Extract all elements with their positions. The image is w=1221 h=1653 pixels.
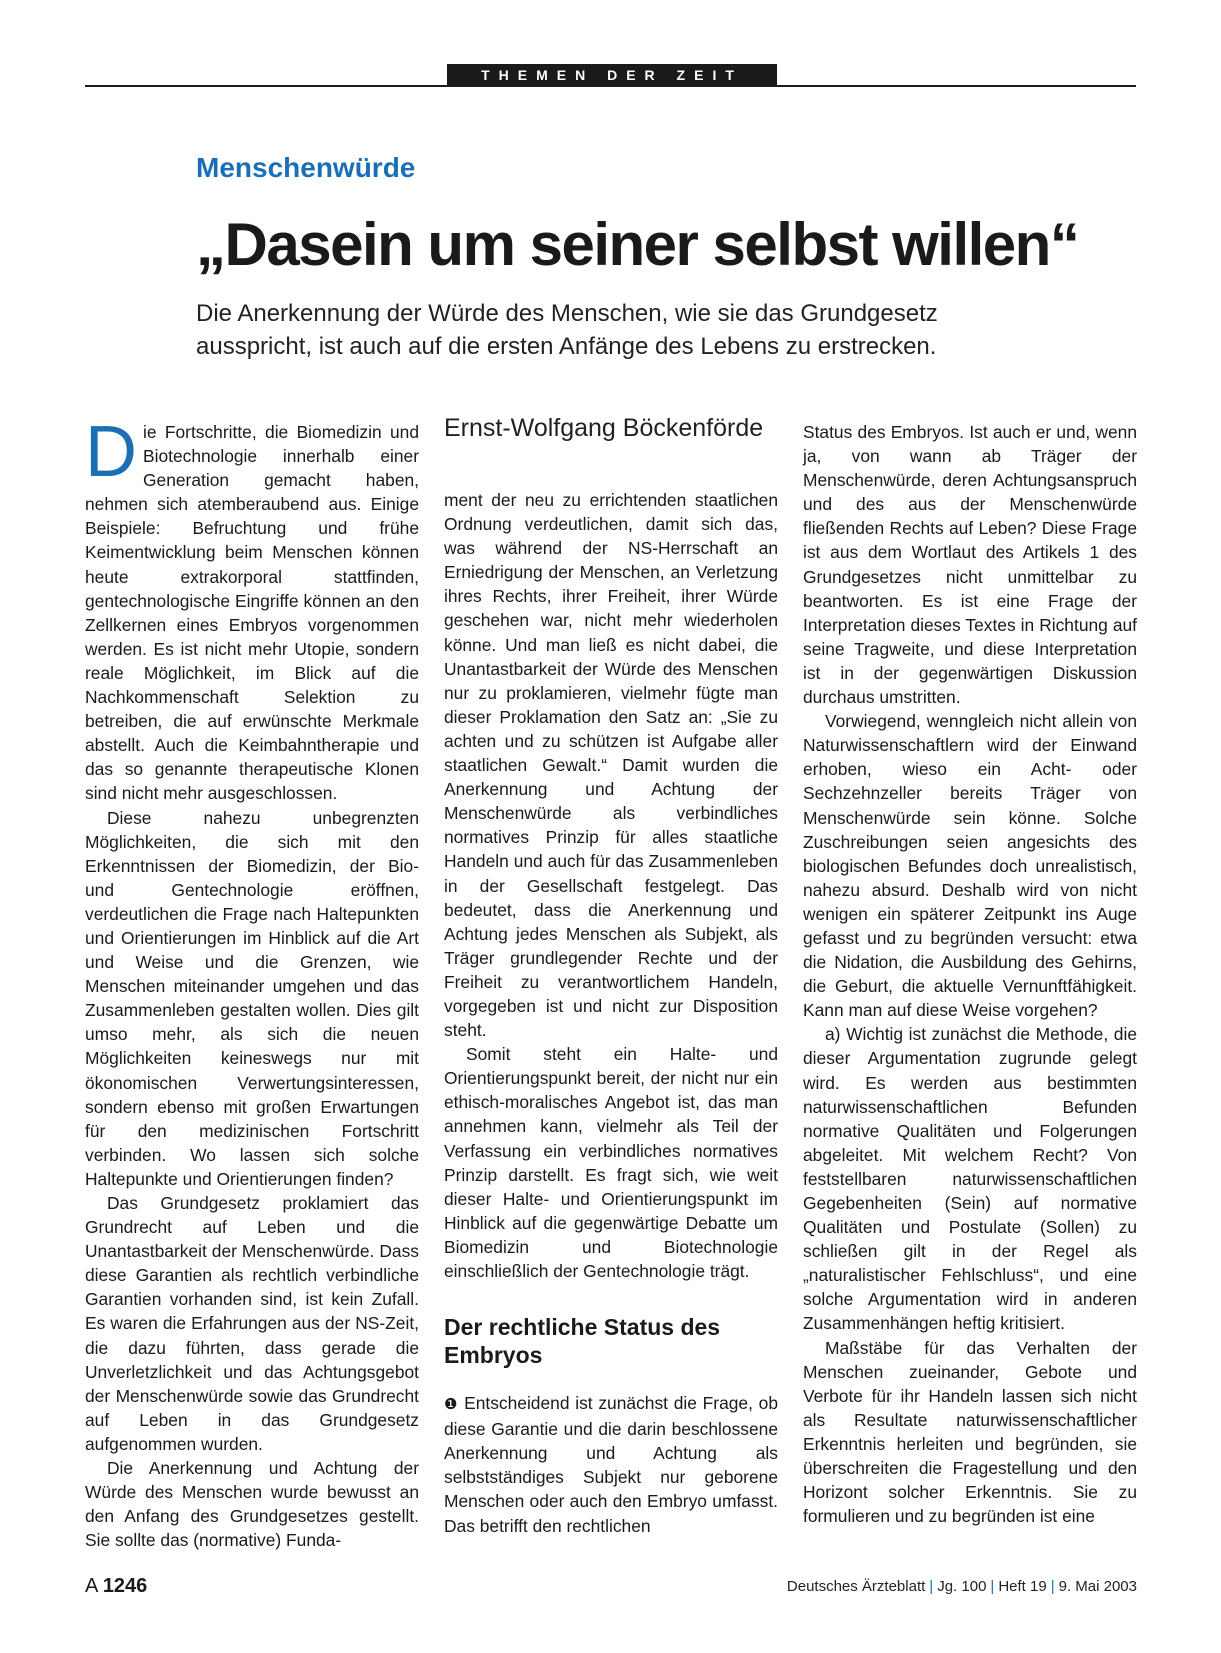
journal-issue: Heft 19 — [998, 1578, 1047, 1595]
subheading: Der rechtliche Status des Embryos — [444, 1314, 721, 1369]
section-rubric: THEMEN DER ZEIT — [447, 64, 777, 86]
page-prefix: A — [85, 1575, 98, 1597]
paragraph: Das Grundgesetz proklamiert das Grundrecht auf Leben und die Unantastbarkeit der Menschenwürde. Dass diese Garantien als rechtlich verbindliche Garantien vorhanden sind, ist kein Zufall. Es waren die Erfahrungen aus der NS-Zeit, die dazu führten, dass gerade die Unverletzlichkeit und das Achtungsgebot der Menschenwürde sowie das Grundrecht auf Leben in das Grundgesetz aufgenommen wurden. — [85, 1193, 419, 1454]
journal-volume: Jg. 100 — [937, 1578, 987, 1595]
separator: | — [929, 1578, 934, 1595]
number-marker: ❶ — [444, 1396, 459, 1414]
paragraph — [85, 412, 419, 806]
column-3 — [803, 420, 1137, 1528]
paragraph: Somit steht ein Halte- und Orientierungspunkt bereit, der nicht nur ein ethisch-moralisches Angebot ist, das man annehmen kann, vielmehr als Teil der Verfassung ein verbindliches normatives Prinzip darstellt. Es fragt sich, wie weit dieser Halte- und Orientierungspunkt im Hinblick auf die gegenwärtige Debatte um Biomedizin und Biotechnologie einschließlich der Gentechnologie trägt. — [444, 1044, 778, 1281]
paragraph-text: ie Fortschritte, die Biomedizin und Biotechnologie innerhalb einer Generation gemacht haben, nehmen sich atemberaubend aus. Einige Beispiele: Befruchtung und frühe Keimentwicklung beim Menschen können heute extrakorporal stattfinden, gentechnologische Eingriffe können an den Zellkernen eines Embryos vorgenommen werden. Es ist nicht mehr Utopie, sondern reale Möglichkeit, im Blick auf die Nachkommenschaft Selektion zu betreiben, die auf erwünschte Merkmale abstellt. Auch die Keimbahntherapie und das so genannte therapeutische Klonen sind nicht mehr ausgeschlossen. — [85, 422, 419, 804]
paragraph: Status des Embryos. Ist auch er und, wenn ja, von wann ab Träger der Menschenwürde, deren Achtungsanspruch und des aus der Menschenwürde fließenden Rechts auf Leben? Diese Frage ist aus dem Wortlaut des Artikels 1 des Grundgesetzes nicht unmittelbar zu beantworten. Es ist eine Frage der Interpretation dieses Textes in Richtung auf seine Tragweite, und diese Interpretation ist in der gegenwärtigen Diskussion durchaus umstritten. — [803, 422, 1137, 708]
headline: „Dasein um seiner selbst willen“ — [196, 211, 1079, 278]
paragraph-text: Entscheidend ist zunächst die Frage, ob diese Garantie und die darin beschlossene Anerkennung und Achtung als selbstständiges Subjekt nur geborene Menschen oder auch den Embryo umfasst. Das betrifft den rechtlichen — [444, 1393, 778, 1536]
page-number-value: 1246 — [102, 1575, 148, 1597]
journal-info — [787, 1578, 1137, 1595]
paragraph: Maßstäbe für das Verhalten der Menschen zueinander, Gebote und Verbote für ihr Handeln lassen sich nicht als Resultate naturwissenschaftlicher Erkenntnis herleiten und begründen, sie überschreiten die Fragestellung und den Horizont solcher Erkenntnis. Sie zu formulieren und zu begründen ist eine — [803, 1337, 1137, 1527]
paragraph: Vorwiegend, wenngleich nicht allein von Naturwissenschaftlern wird der Einwand erhoben, wieso ein Acht- oder Sechzehnzeller bereits Träger von Menschenwürde sein könne. Solche Zuschreibungen seien angesichts des biologischen Befundes doch unrealistisch, nahezu absurd. Deshalb wird von nicht wenigen ein späterer Zeitpunkt ins Auge gefasst und zu begründen versucht: etwa die Nidation, die Ausbildung des Gehirns, die Geburt, die aktuelle Vernunftfähigkeit. Kann man auf diese Weise vorgehen? — [803, 711, 1137, 1021]
author-name: Ernst-Wolfgang Böckenförde — [444, 414, 764, 442]
deck: Die Anerkennung der Würde des Menschen, wie sie das Grundgesetz ausspricht, ist auch auf die ersten Anfänge des Lebens zu erstrecken. — [196, 300, 938, 360]
kicker: Menschenwürde — [196, 152, 416, 183]
separator: | — [1050, 1578, 1055, 1595]
journal-date: 9. Mai 2003 — [1058, 1578, 1137, 1595]
page-number — [85, 1575, 147, 1598]
separator: | — [990, 1578, 995, 1595]
column-1 — [85, 412, 419, 1552]
drop-cap: D — [85, 412, 137, 492]
paragraph: Diese nahezu unbegrenzten Möglichkeiten, die sich mit den Erkenntnissen der Biomedizin, der Bio- und Gentechnologie eröffnen, verdeutlichen die Frage nach Haltepunkten und Orientierungen im Hinblick auf die Art und Weise und die Grenzen, wie Menschen miteinander umgehen und das Zusammenleben gestalten wollen. Dies gilt umso mehr, als sich die neuen Möglichkeiten keineswegs nur mit ökonomischen Verwertungsinteressen, sondern ebenso mit großen Erwartungen für den medizinischen Fortschritt verbinden. Wo lassen sich solche Haltepunkte und Orientierungen finden? — [85, 807, 419, 1189]
paragraph — [444, 1391, 778, 1538]
paragraph: ment der neu zu errichtenden staatlichen Ordnung verdeutlichen, damit sich das, was während der NS-Herrschaft an Erniedrigung der Menschen, an Verletzung ihres Rechts, ihrer Freiheit, ihrer Würde geschehen war, nicht mehr wiederholen könne. Und man ließ es nicht dabei, die Unantastbarkeit der Würde des Menschen nur zu proklamieren, vielmehr fügte man dieser Proklamation den Satz an: „Sie zu achten und zu schützen ist Aufgabe aller staatlichen Gewalt.“ Damit wurden die Anerkennung und Achtung der Menschenwürde als verbindliches normatives Prinzip für alles staatliche Handeln und auch für das Zusammenleben in der Gesellschaft festgelegt. Das bedeutet, dass die Anerkennung und Achtung jedes Menschen als Subjekt, als Träger grundlegender Rechte und der Freiheit zu verantwortlichem Handeln, vorgegeben ist und nicht zur Disposition steht. — [444, 490, 778, 1041]
journal-name: Deutsches Ärzteblatt — [786, 1578, 926, 1595]
column-2 — [444, 414, 778, 1538]
rubric-rule — [85, 85, 1136, 87]
paragraph: a) Wichtig ist zunächst die Methode, die dieser Argumentation zugrunde gelegt wird. Es werden aus bestimmten naturwissenschaftlichen Befunden normative Qualitäten und Folgerungen abgeleitet. Mit welchem Recht? Von feststellbaren naturwissenschaftlichen Gegebenheiten (Sein) auf normative Qualitäten und Postulate (Sollen) zu schließen gilt in der Regel als „naturalistischer Fehlschluss“, und eine solche Argumentation wird in anderen Zusammenhängen heftig kritisiert. — [803, 1024, 1137, 1334]
paragraph: Die Anerkennung und Achtung der Würde des Menschen wurde bewusst an den Anfang des Grundgesetzes gestellt. Sie sollte das (normative) Funda- — [85, 1458, 419, 1551]
